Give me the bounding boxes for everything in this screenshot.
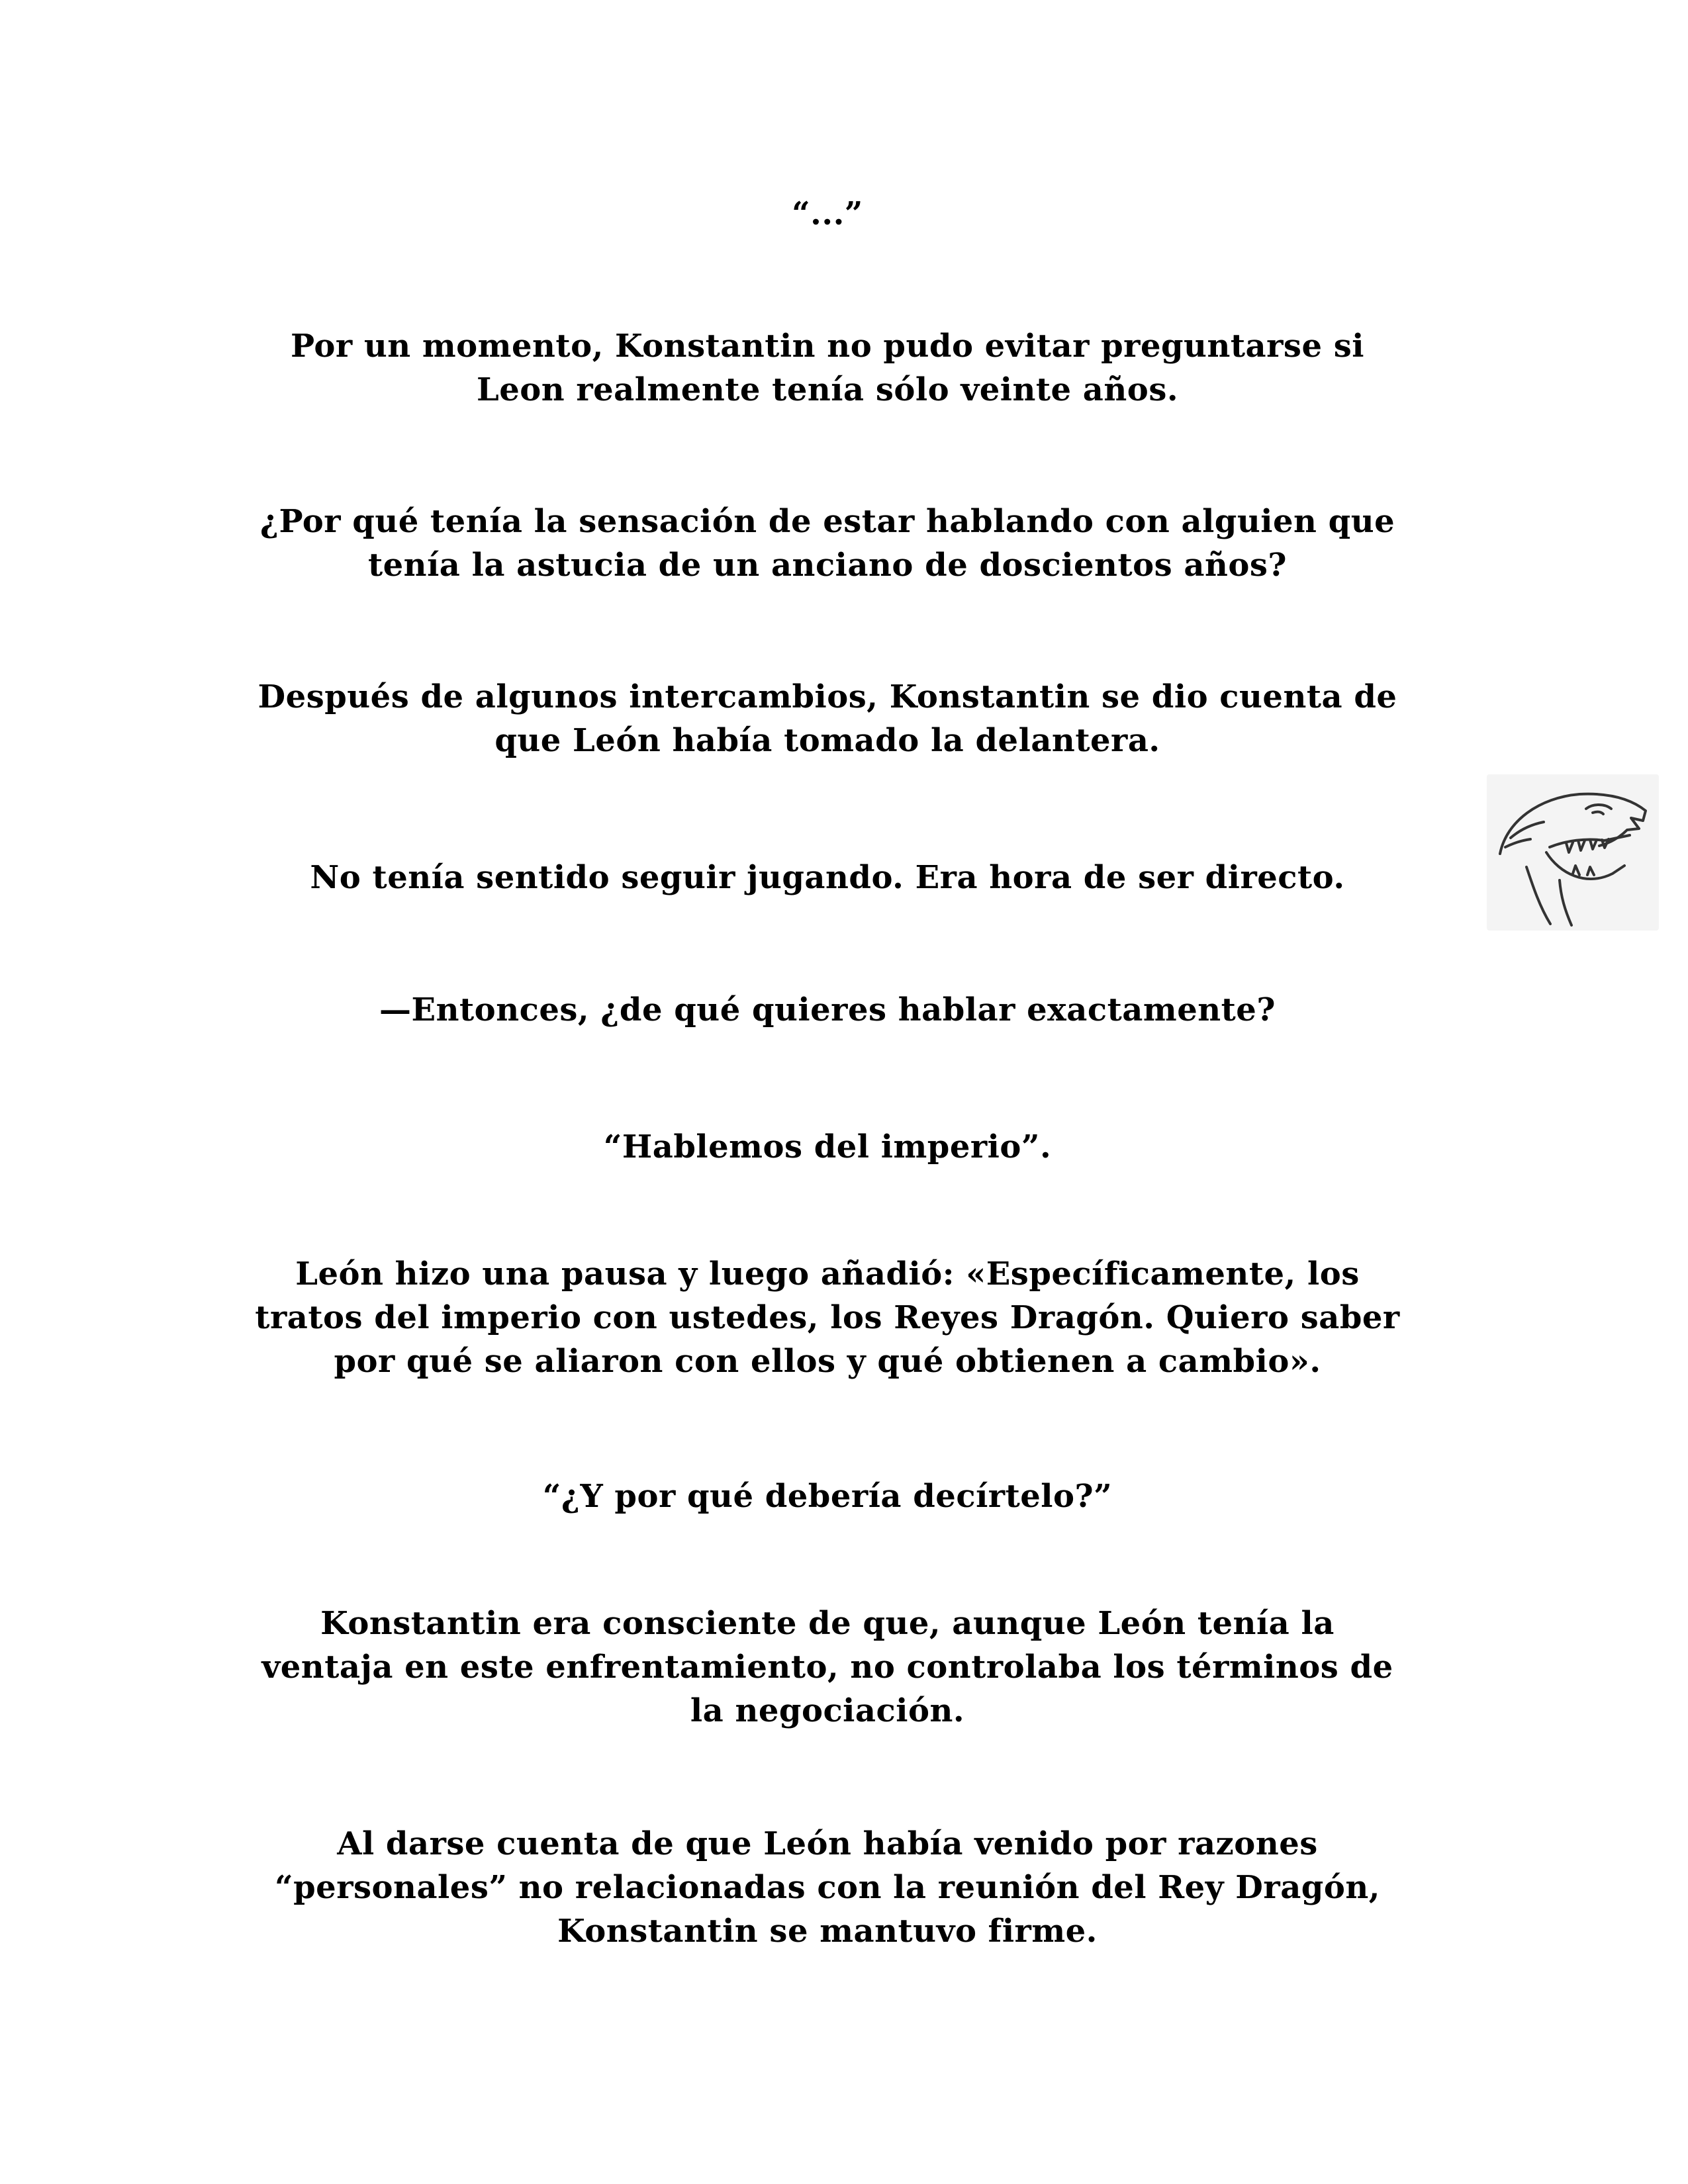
text-line: —Entonces, ¿de qué quieres hablar exactamente? [379, 991, 1276, 1028]
text-line: Por un momento, Konstantin no pudo evitar preguntarse si [291, 328, 1364, 365]
paragraph-lets-talk-empire [199, 1125, 1456, 1169]
paragraph-why-feeling [199, 500, 1456, 587]
text-line: León hizo una pausa y luego añadió: «Específicamente, los [295, 1255, 1360, 1293]
text-line: Después de algunos intercambios, Konstantin se dio cuenta de [258, 678, 1397, 715]
text-line: la negociación. [690, 1692, 965, 1729]
paragraph-after-exchanges [199, 675, 1456, 762]
paragraph-firm-stance [199, 1822, 1456, 1953]
paragraph-then-what [199, 988, 1456, 1032]
text-line: “¿Y por qué debería decírtelo?” [542, 1478, 1113, 1515]
text-line: que León había tomado la delantera. [494, 722, 1160, 759]
text-line: Al darse cuenta de que León había venido por razones [337, 1825, 1318, 1862]
paragraph-konstantin-aware [199, 1602, 1456, 1733]
text-line: Leon realmente tenía sólo veinte años. [476, 371, 1179, 408]
text-line: “personales” no relacionadas con la reunión del Rey Dragón, [275, 1869, 1380, 1906]
text-line: tratos del imperio con ustedes, los Reyes Dragón. Quiero saber [255, 1299, 1400, 1336]
paragraph-leon-pause [199, 1252, 1456, 1383]
paragraph-why-tell [199, 1475, 1456, 1518]
paragraph-konstantin-wonders [199, 324, 1456, 412]
text-line: ventaja en este enfrentamiento, no controlaba los términos de [261, 1649, 1393, 1686]
dinosaur-head-icon [1487, 774, 1659, 931]
text-line: tenía la astucia de un anciano de doscientos años? [367, 547, 1288, 584]
text-line: Konstantin se mantuvo firme. [557, 1913, 1098, 1950]
text-line: ¿Por qué tenía la sensación de estar hablando con alguien que [259, 503, 1395, 540]
text-line: “Hablemos del imperio”. [603, 1128, 1052, 1165]
text-line: “...” [792, 195, 863, 232]
text-line: No tenía sentido seguir jugando. Era hora de ser directo. [310, 859, 1345, 896]
paragraph-no-sense [199, 856, 1456, 899]
text-line: Konstantin era consciente de que, aunque León tenía la [320, 1605, 1335, 1642]
text-line: por qué se aliaron con ellos y qué obtienen a cambio». [334, 1343, 1321, 1380]
paragraph-ellipsis [199, 192, 1456, 236]
